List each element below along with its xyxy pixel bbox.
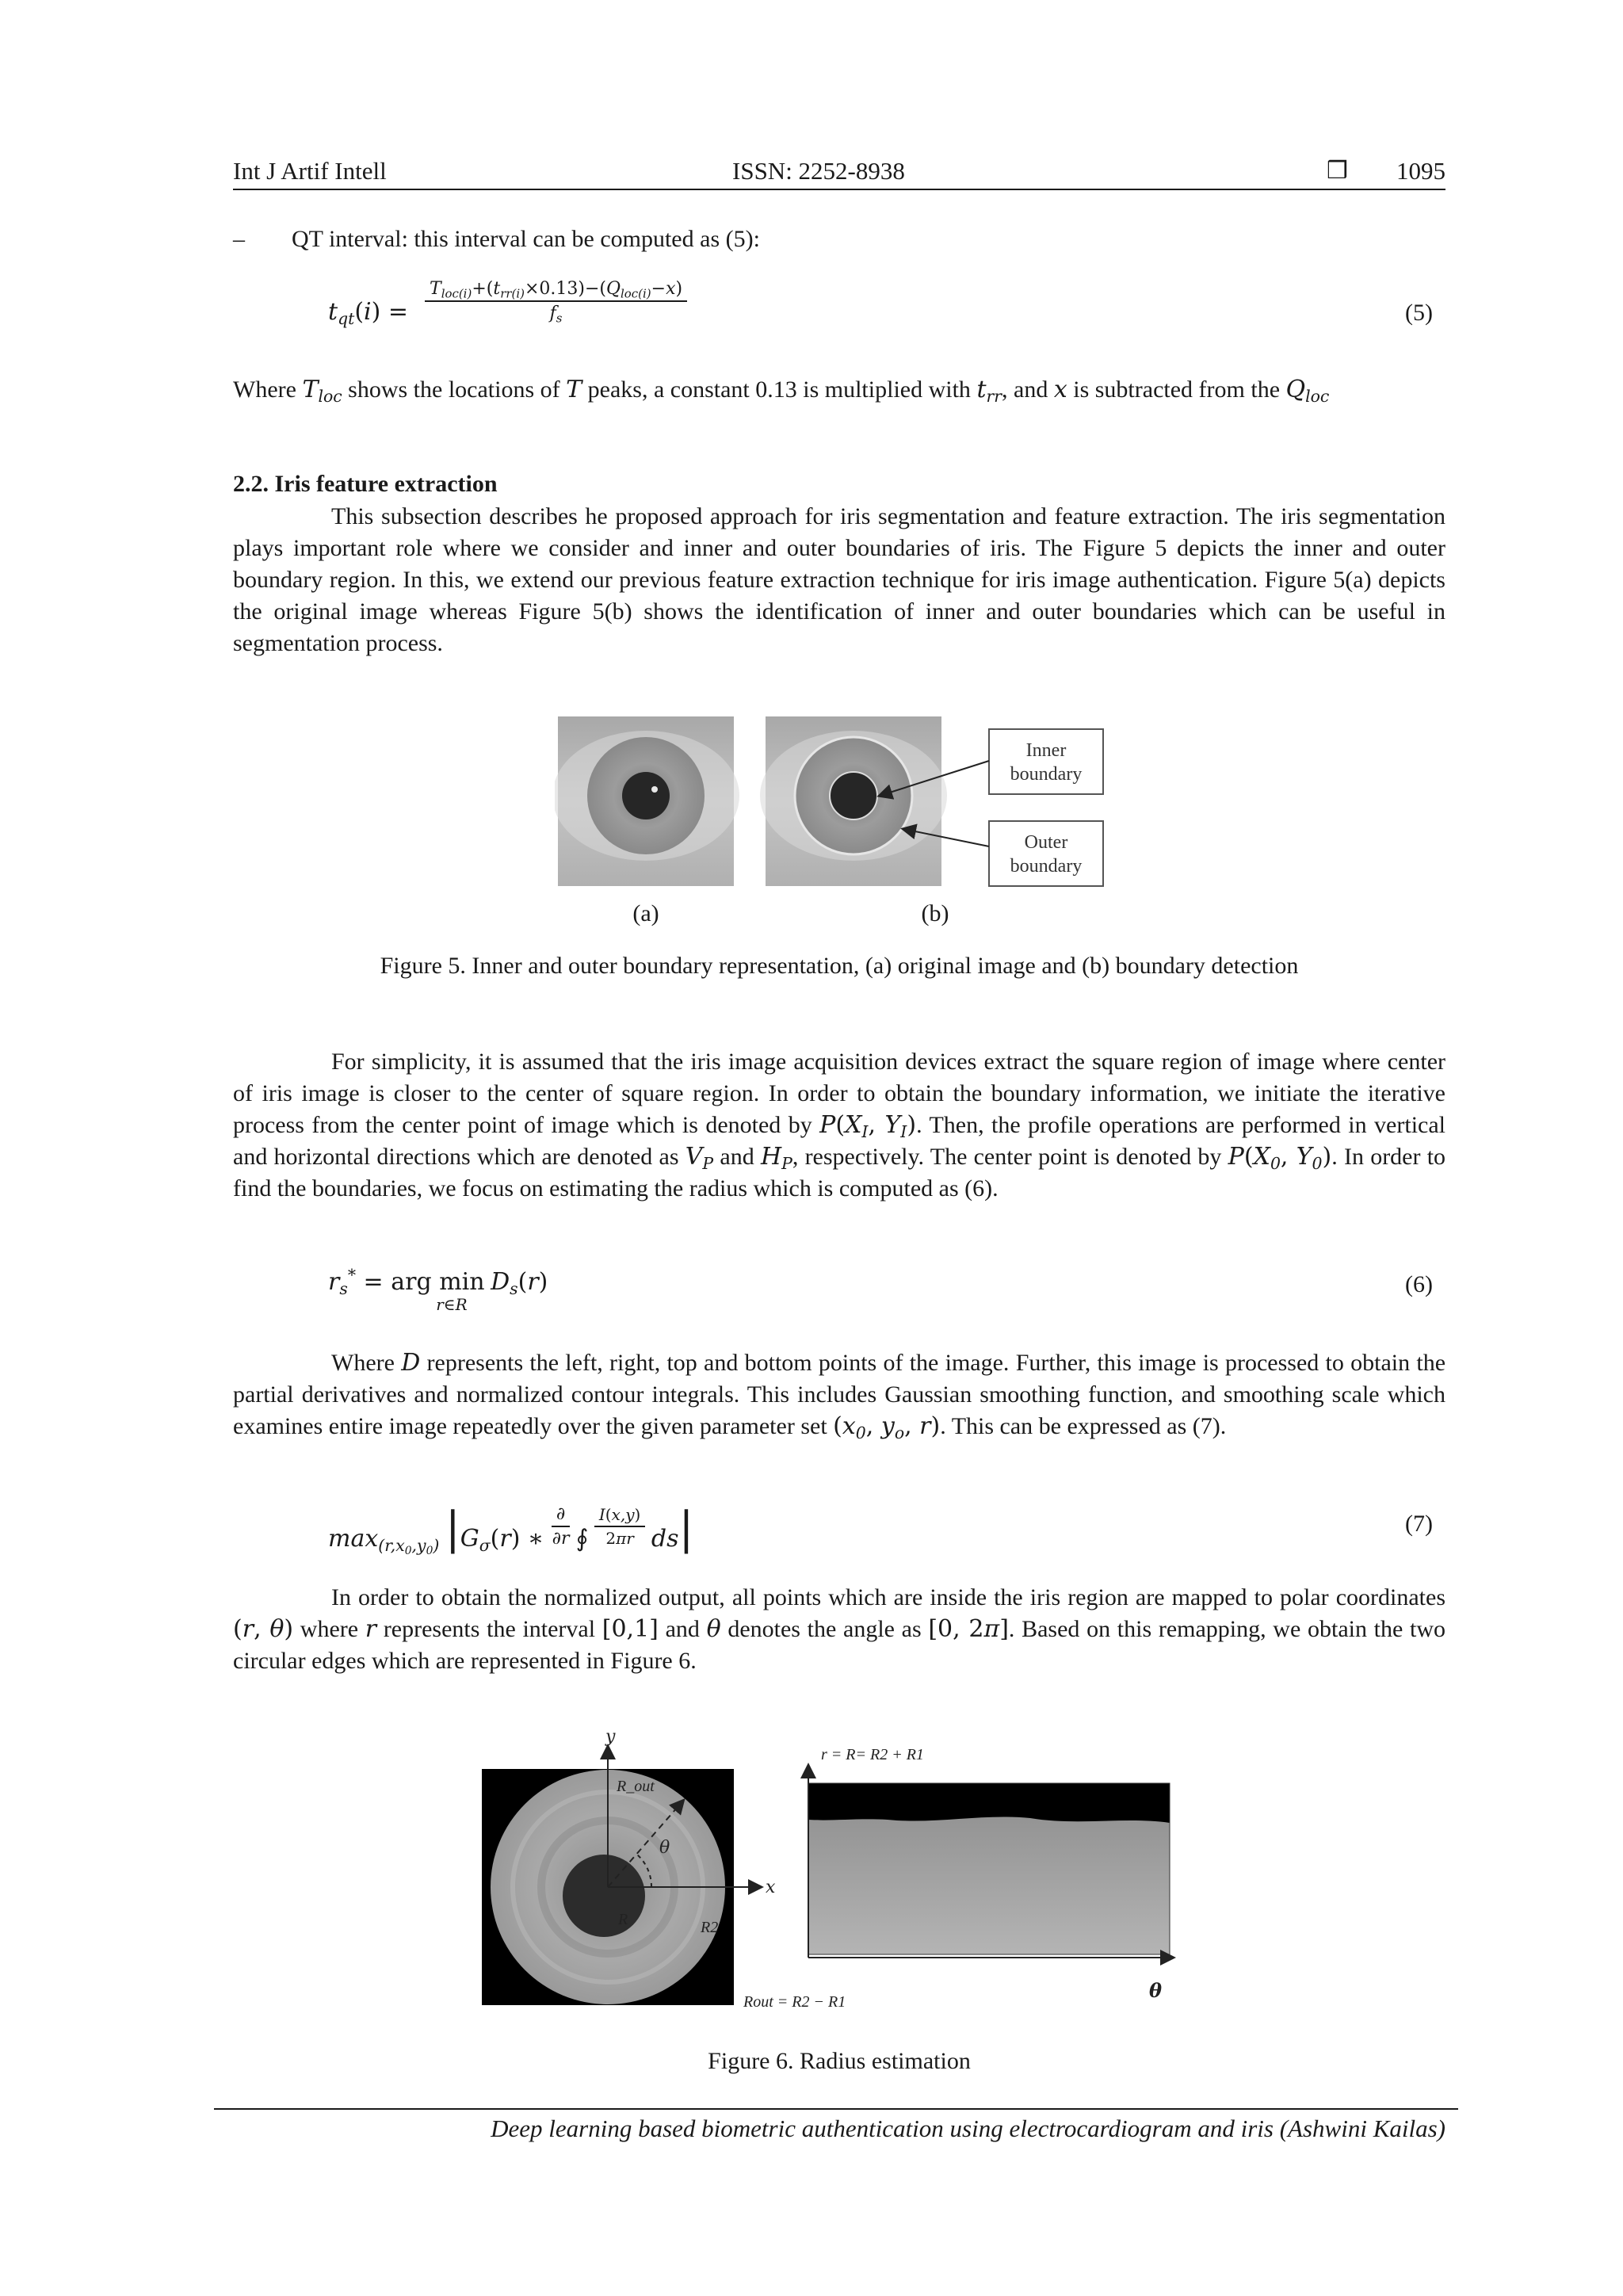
normalized-paragraph: In order to obtain the normalized output, all points which are inside the iris region are mapped to polar coordinates (r, θ) where r represents the interval [0,1] and θ denotes the angle as [0, 2π]. Based on this remapping, we obtain the two circular edges which are represented in Figure 6. — [233, 1584, 1445, 1674]
rout-equation-label: Rout = R2 − R1 — [743, 1993, 846, 2011]
iris-image-a — [555, 716, 739, 886]
where-d-paragraph: Where D represents the left, right, top and bottom points of the image. Further, this image is processed to obtain the partial derivatives and normalized contour integrals. This includes Gaussian smoothing function, and smoothing scale which examines entire image repeatedly over the given parameter set ($x_0$, $y_o$, r). This can be expressed as (7). — [233, 1349, 1446, 1443]
callout-outer-line2: boundary — [1010, 856, 1083, 877]
issn: ISSN: 2252-8938 — [732, 157, 905, 185]
figure-6-caption: Figure 6. Radius estimation — [708, 2048, 971, 2074]
simplicity-paragraph: For simplicity, it is assumed that the iris image acquisition devices extract the square region of image where center of iris image is closer to the center of square region. In order to obtain the boundary information, we initiate the iterative process from the center point of image which is denoted by $P(X_I$, $Y_I$). Then, the profile operations are performed in vertical and horizontal directions which are denoted as $V_P$ and $H_P$, respectively. The center point is denoted by $P(X_0$, $Y_0$). In order to find the boundaries, we focus on estimating the radius which is computed as (6). — [233, 1049, 1446, 1201]
figure-6 — [475, 1728, 1189, 2029]
page-marker-icon: ❒ — [1327, 157, 1348, 185]
section-heading: 2.2. Iris feature extraction — [233, 471, 498, 497]
r2-label: R2 — [701, 1919, 719, 1936]
iris-image-b — [760, 716, 947, 886]
page-number: 1095 — [1396, 157, 1445, 185]
list-dash: – — [233, 226, 245, 252]
axis-y-label: y — [605, 1728, 616, 1747]
qt-list-item — [233, 223, 1445, 255]
footer-rule — [214, 2108, 1458, 2110]
running-header — [233, 157, 1445, 192]
r-equation-label: r = R= R2 + R1 — [821, 1746, 924, 1763]
figure-5-caption: Figure 5. Inner and outer boundary representation, (a) original image and (b) boundary detection — [380, 953, 1299, 979]
qt-text: QT interval: this interval can be computed as (5): — [292, 226, 760, 252]
theta-axis-label: θ — [1149, 1979, 1163, 2002]
equation-7: $\max_{(r,x_0,y_0)} |G_\sigma(r)$ ∗ $\frac{\partial}{\partial r}$ ∮ $\frac{I(x,y)}{2\pi r}$ ds| — [328, 1503, 694, 1558]
eq5-fraction — [425, 279, 687, 326]
footer-text: Deep learning based biometric authentication using electrocardiogram and iris (Ashwini Kailas) — [491, 2115, 1445, 2142]
figure-5a-label: (a) — [632, 900, 659, 926]
eq5-denominator: $f_s$ — [549, 304, 563, 326]
eq5-number: (5) — [1405, 300, 1433, 326]
figure-6-graphic — [475, 1728, 1189, 2029]
theta-label: θ — [659, 1838, 670, 1858]
figure-5 — [555, 713, 1125, 927]
normalized-strip — [808, 1783, 1170, 1954]
eq5-numerator: $T_{loc(i)}+(t_{rr(i)}\times 0.13)-(Q_{loc(i)}-x)$ — [425, 279, 687, 302]
r-out-label: R_out — [617, 1778, 655, 1795]
axis-x-label: x — [766, 1878, 776, 1897]
eq5-where-paragraph: Where $T_{loc}$ shows the locations of T peaks, a constant 0.13 is multiplied with $t_{rr}$, and x is subtracted from the $Q_{loc}$ — [233, 376, 1330, 407]
section-paragraph: This subsection describes he proposed approach for iris segmentation and feature extraction. The iris segmentation plays important role where we consider and inner and outer boundaries of iris. The Figure 5 depicts the inner and outer boundary region. In this, we extend our previous feature extraction technique for iris image authentication. Figure 5(a) depicts the original image whereas Figure 5(b) shows the identification of inner and outer boundaries which can be useful in segmentation process. — [233, 503, 1445, 656]
r-label: R — [618, 1911, 628, 1928]
callout-outer-line1: Outer — [1024, 832, 1068, 853]
callout-inner-line1: Inner — [1025, 740, 1067, 761]
figure-5b-label: (b) — [921, 900, 949, 926]
journal-name: Int J Artif Intell — [233, 157, 387, 185]
callout-inner-line2: boundary — [1010, 764, 1083, 785]
eq5-lhs: $t_{qt}(i)$ = — [328, 298, 409, 329]
header-rule — [233, 189, 1445, 190]
figure-5-graphic — [555, 713, 1125, 927]
equation-6: $r_s^*$ = arg min r∈R $D_s(r)$ — [328, 1265, 548, 1314]
eq6-number: (6) — [1405, 1271, 1433, 1297]
eq7-number: (7) — [1405, 1511, 1433, 1537]
equation-5 — [328, 279, 1445, 350]
